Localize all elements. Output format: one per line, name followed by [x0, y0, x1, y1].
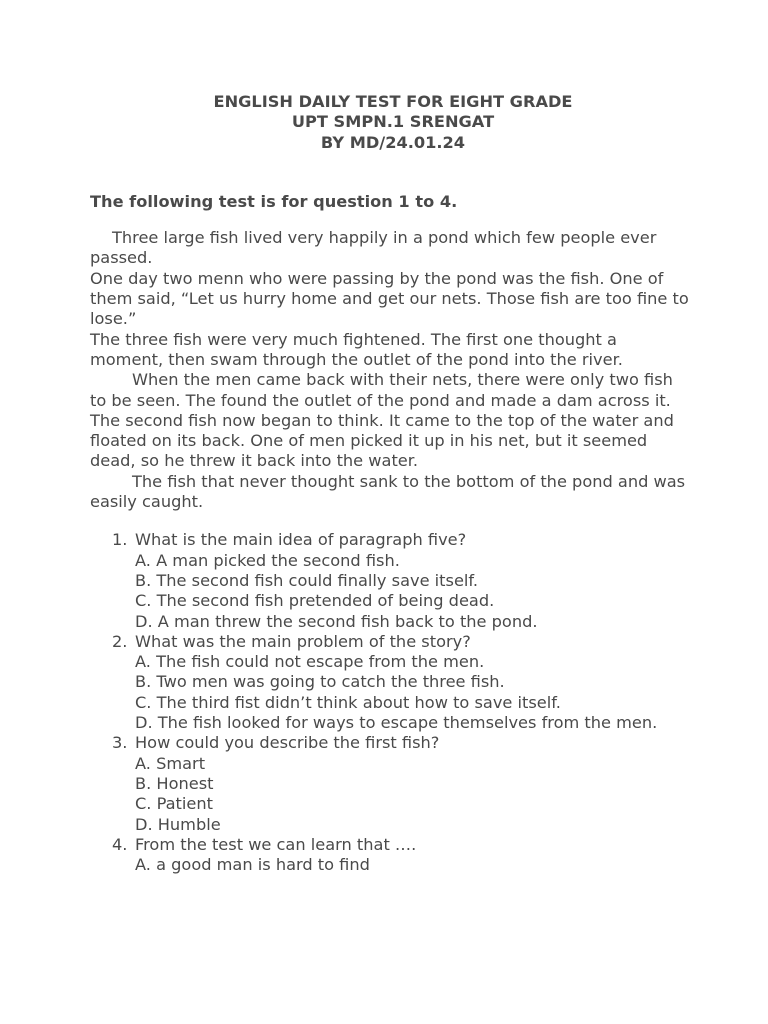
question-number: 1. — [112, 530, 128, 550]
document-header — [90, 92, 690, 153]
test-instruction: The following test is for question 1 to 4. — [90, 191, 458, 211]
passage-paragraph-2: One day two menn who were passing by the pond was the fish. One of them said, “Let us hurry home and get our nets. Those fish are too fine to lose.” — [90, 268, 689, 329]
passage-paragraph-3: The three fish were very much fightened. The first one thought a moment, then swam through the outlet of the pond into the river. — [90, 329, 623, 369]
question-item — [90, 632, 690, 733]
reading-passage — [90, 228, 690, 512]
header-school: UPT SMPN.1 SRENGAT — [291, 112, 495, 132]
answer-option: B. The second fish could finally save itself. — [135, 570, 479, 590]
passage-paragraph-5: The second fish now began to think. It came to the top of the water and floated on its back. One of men picked it up in his net, but it seemed dead, so he threw it back into the water. — [90, 410, 674, 471]
question-item — [90, 835, 690, 876]
question-text: How could you describe the first fish? — [135, 733, 440, 753]
answer-option: C. The second fish pretended of being dead. — [135, 591, 495, 611]
question-list — [90, 530, 690, 875]
answer-option: D. A man threw the second fish back to the pond. — [135, 611, 538, 631]
passage-paragraph-4: When the men came back with their nets, there were only two fish to be seen. The found the outlet of the pond and made a dam across it. — [90, 370, 673, 410]
question-item — [90, 530, 690, 631]
question-text: From the test we can learn that …. — [135, 834, 417, 854]
passage-paragraph-6: The fish that never thought sank to the bottom of the pond and was easily caught. — [90, 471, 686, 512]
header-title: ENGLISH DAILY TEST FOR EIGHT GRADE — [213, 92, 573, 111]
answer-option: C. Patient — [135, 794, 213, 814]
answer-option: D. The fish looked for ways to escape themselves from the men. — [135, 713, 658, 733]
answer-option: B. Two men was going to catch the three fish. — [135, 672, 505, 692]
passage-paragraph-1: Three large fish lived very happily in a pond which few people ever passed. — [90, 228, 657, 268]
document-page — [90, 92, 690, 875]
question-text: What is the main idea of paragraph five? — [135, 530, 467, 550]
question-number: 3. — [112, 733, 128, 753]
answer-option: A. a good man is hard to find — [135, 855, 370, 875]
answer-option: A. The fish could not escape from the men. — [135, 652, 485, 672]
header-author-date: BY MD/24.01.24 — [320, 132, 466, 152]
question-text: What was the main problem of the story? — [135, 631, 471, 651]
question-number: 4. — [112, 834, 128, 854]
answer-option: B. Honest — [135, 773, 214, 793]
answer-option: C. The third fist didn’t think about how to save itself. — [135, 692, 561, 712]
answer-option: D. Humble — [135, 814, 221, 834]
answer-option: A. A man picked the second fish. — [135, 550, 400, 570]
question-item — [90, 733, 690, 834]
question-number: 2. — [112, 631, 128, 651]
answer-option: A. Smart — [135, 753, 206, 773]
